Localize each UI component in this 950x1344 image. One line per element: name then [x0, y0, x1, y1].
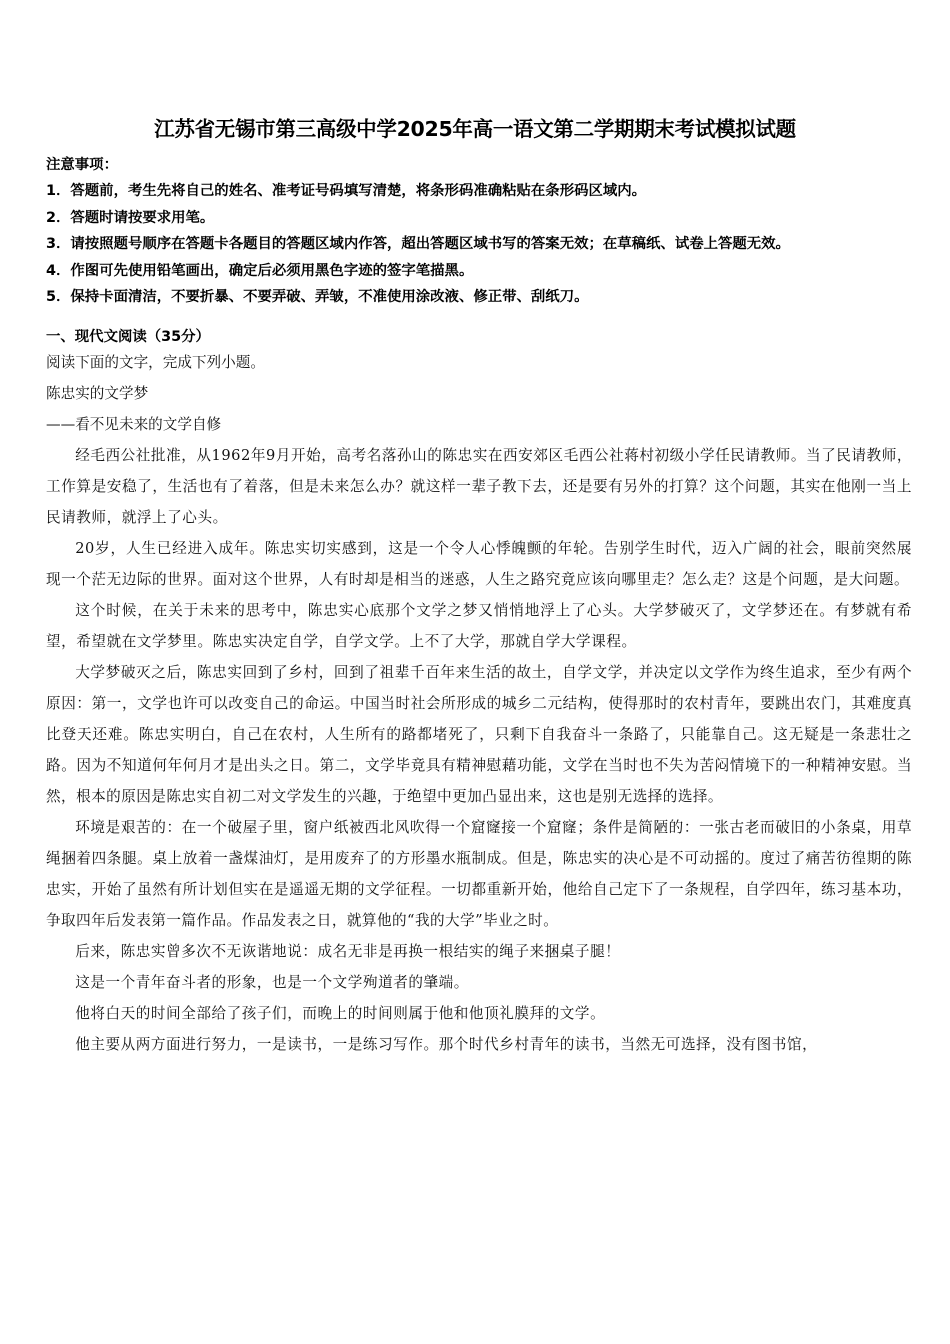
- reading-instruction: 阅读下面的文字，完成下列小题。: [46, 354, 265, 371]
- reading-passage: [46, 347, 912, 1060]
- notice-item: 2．答题时请按要求用笔。: [46, 209, 215, 226]
- notice-item: 4．作图可先使用铅笔画出，确定后必须用黑色字迹的签字笔描黑。: [46, 262, 474, 279]
- notice-heading: 注意事项：: [46, 157, 118, 173]
- article-paragraph: 后来，陈忠实曾多次不无诙谐地说：成名无非是再换一根结实的绳子来捆桌子腿！: [75, 943, 621, 960]
- article-paragraph: 他主要从两方面进行努力，一是读书，一是练习写作。那个时代乡村青年的读书，当然无可选择，没有图书馆，: [75, 1036, 818, 1053]
- notice-item: 5．保持卡面清洁，不要折暴、不要弄破、弄皱，不准使用涂改液、修正带、刮纸刀。: [46, 289, 589, 306]
- article-paragraph: 经毛西公社批准，从1962年9月开始，高考名落孙山的陈忠实在西安郊区毛西公社蒋村初级小学任民请教师。当了民请教师，工作算是安稳了，生活也有了着落，但是未来怎么办？就这样一辈子教下去，还是要有另外的打算？这个问题，其实在他刚一当上民请教师，就浮上了心头。: [46, 447, 912, 526]
- exam-title: 江苏省无锡市第三高级中学2025年高一语文第二学期期末考试模拟试题: [154, 117, 796, 141]
- article-paragraph: 20岁，人生已经进入成年。陈忠实切实感到，这是一个令人心悸魄颤的年轮。告别学生时代，迈入广阔的社会，眼前突然展现一个茫无边际的世界。面对这个世界，人有时却是相当的迷惑，人生之路究竟应该向哪里走？怎么走？这是个问题，是大问题。: [46, 540, 912, 588]
- article-title: 陈忠实的文学梦: [46, 385, 149, 402]
- article-paragraph: 环境是艰苦的：在一个破屋子里，窗户纸被西北风吹得一个窟窿接一个窟窿；条件是简陋的：一张古老而破旧的小条桌，用草绳捆着四条腿。桌上放着一盏煤油灯，是用废弃了的方形墨水瓶制成。但是，陈忠实的决心是不可动摇的。度过了痛苦彷徨期的陈忠实，开始了虽然有所计划但实在是遥遥无期的文学征程。一切都重新开始，他给自己定下了一条规程，自学四年，练习基本功，争取四年后发表第一篇作品。作品发表之日，就算他的“我的大学”毕业之时。: [46, 819, 912, 929]
- article-paragraph: 他将白天的时间全部给了孩子们，而晚上的时间则属于他和他顶礼膜拜的文学。: [75, 1005, 606, 1022]
- notice-block: [46, 152, 916, 310]
- article-paragraph: 这个时候，在关于未来的思考中，陈忠实心底那个文学之梦又悄悄地浮上了心头。大学梦破灭了，文学梦还在。有梦就有希望，希望就在文学梦里。陈忠实决定自学，自学文学。上不了大学，那就自学大学课程。: [46, 602, 912, 650]
- section-heading: 一、现代文阅读（35分）: [46, 329, 210, 345]
- article-subtitle: ——看不见未来的文学自修: [46, 416, 222, 433]
- article-paragraph: 这是一个青年奋斗者的形象，也是一个文学殉道者的肇端。: [75, 974, 469, 991]
- notice-item: 3．请按照题号顺序在答题卡各题目的答题区域内作答，超出答题区域书写的答案无效；在草稿纸、试卷上答题无效。: [46, 236, 790, 253]
- article-paragraph: 大学梦破灭之后，陈忠实回到了乡村，回到了祖辈千百年来生活的故土，自学文学，并决定以文学作为终生追求，至少有两个原因：第一，文学也许可以改变自己的命运。中国当时社会所形成的城乡二元结构，使得那时的农村青年，要跳出农门，其难度真比登天还难。陈忠实明白，自己在农村，人生所有的路都堵死了，只剩下自我奋斗一条路了，只能靠自己。这无疑是一条悲壮之路。因为不知道何年何月才是出头之日。第二，文学毕竟具有精神慰藉功能，文学在当时也不失为苦闷情境下的一种精神安慰。当然，根本的原因是陈忠实自初二对文学发生的兴趣，于绝望中更加凸显出来，这也是别无选择的选择。: [46, 664, 912, 805]
- notice-item: 1．答题前，考生先将自己的姓名、准考证号码填写清楚，将条形码准确粘贴在条形码区域内。: [46, 183, 647, 200]
